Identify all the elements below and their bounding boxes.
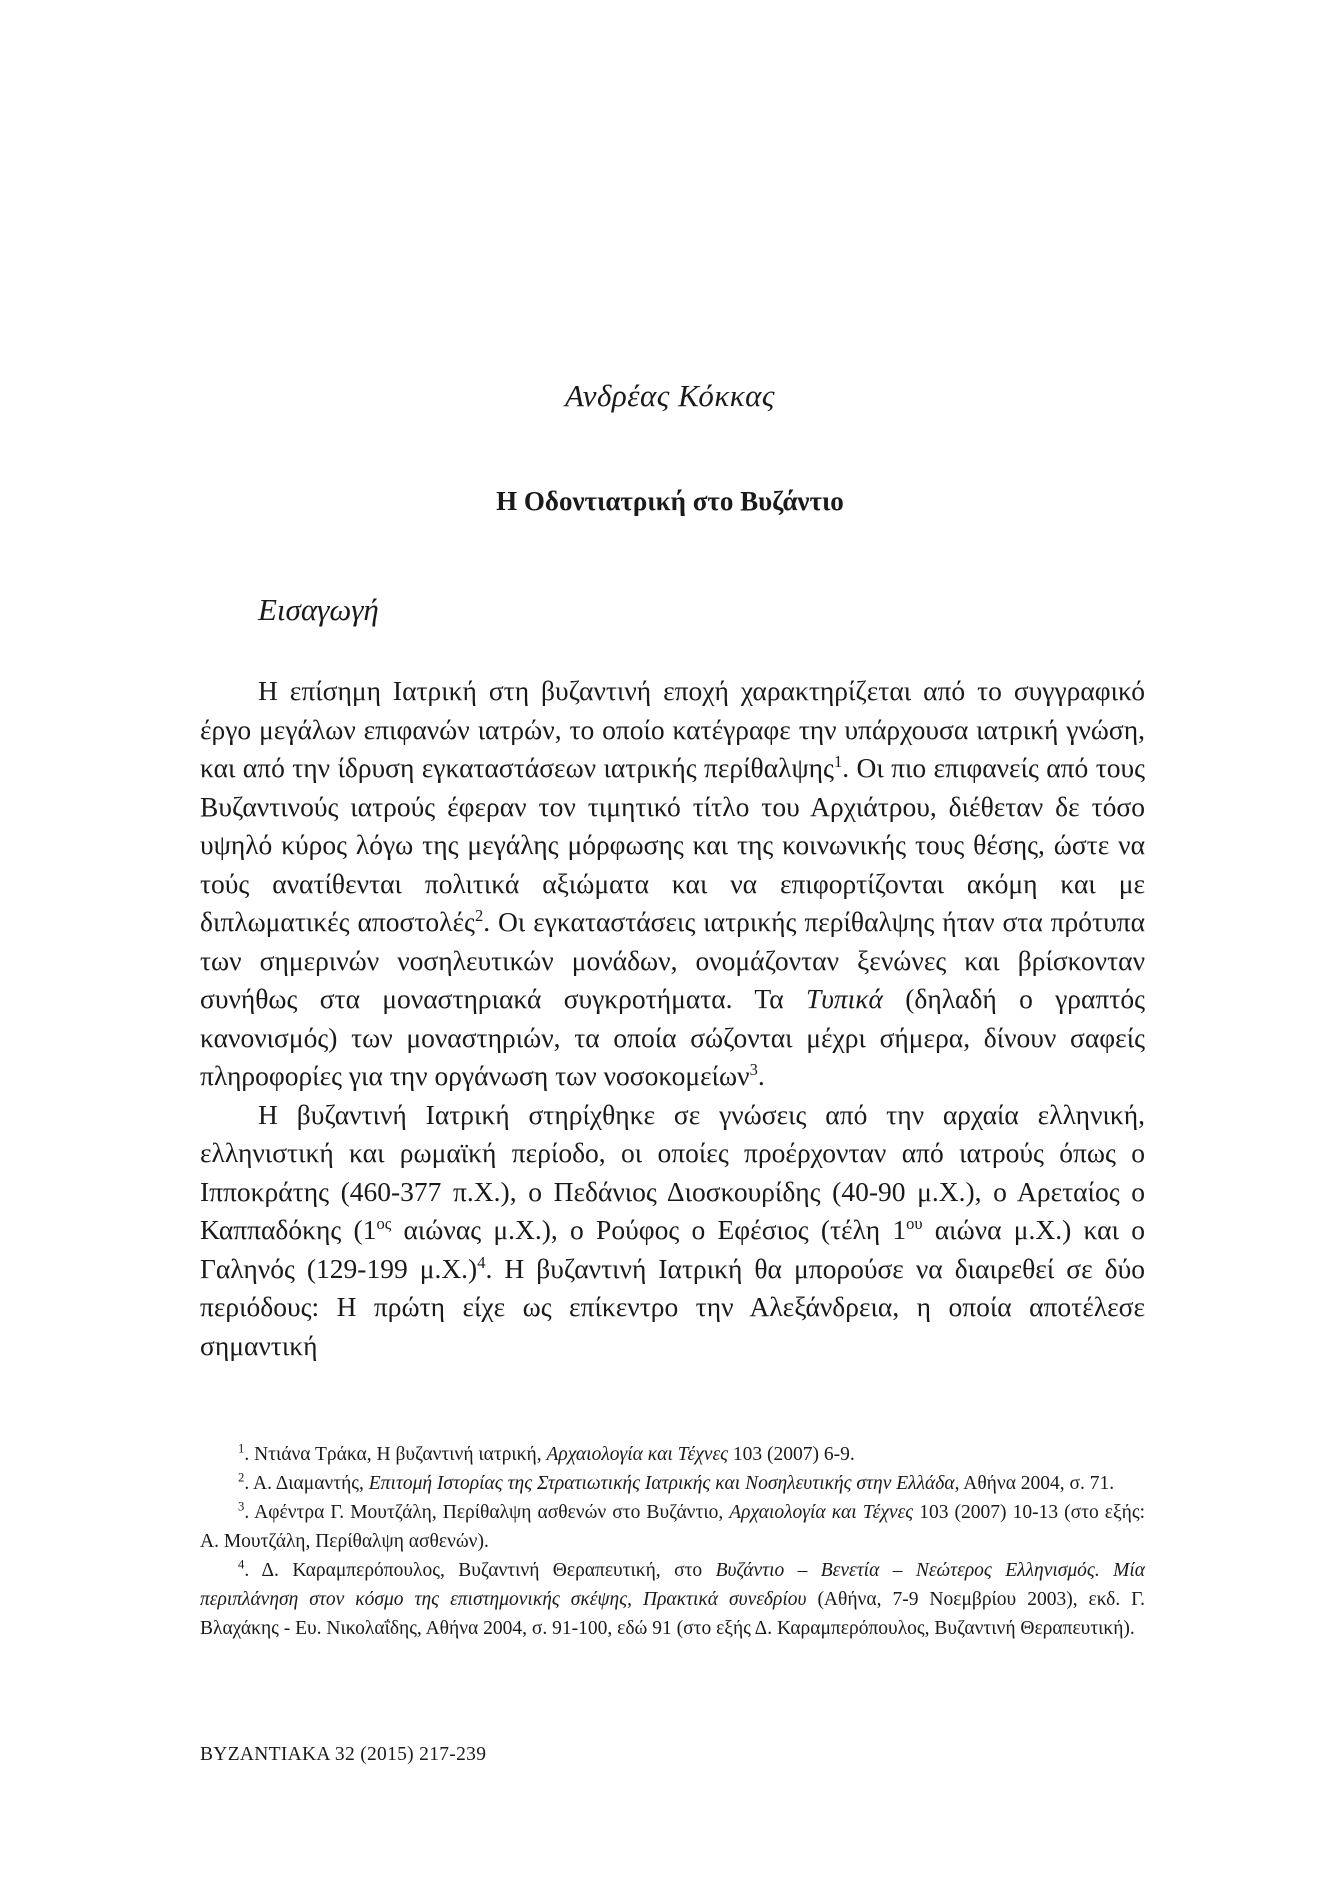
article-title: Η Οδοντιατρική στο Βυζάντιο [496, 486, 844, 516]
ordinal-suffix: ος [376, 1213, 392, 1233]
ordinal-suffix: ου [906, 1213, 923, 1233]
footnote-mark: 2 [238, 1470, 245, 1485]
footnote-mark: 1 [238, 1441, 245, 1456]
section-heading: Εισαγωγή [258, 592, 379, 627]
article-body [200, 672, 1145, 1365]
author-name: Ανδρέας Κόκκας [565, 378, 775, 413]
footnote-mark: 3 [238, 1499, 245, 1514]
footnote-3: $^3$. Αφέντρα Γ. Μουτζάλη, Περίθαλψη ασθενών στο Βυζάντιο, Αρχαιολογία και Τέχνες 103 (2007) 10-13 (στο εξής: Α. Μουτζάλη, Περίθαλψη ασθενών). [200, 1499, 1145, 1552]
footnote-mark: 4 [238, 1557, 245, 1572]
paragraph-1: Η επίσημη Ιατρική στη βυζαντινή εποχή χαρακτηρίζεται από το συγγραφικό έργο μεγάλων επιφανών ιατρών, το οποίο κατέγραφε την υπάρχουσα ιατρική γνώση, και από την ίδρυση εγκαταστάσεων ιατρικής περίθαλψης$^1$. Οι πιο επιφανείς από τους Βυζαντινούς ιατρούς έφεραν τον τιμητικό τίτλο του Αρχιάτρου, διέθεταν δε τόσο υψηλό κύρος λόγω της μεγάλης μόρφωσης και της κοινωνικής τους θέσης, ώστε να τούς ανατίθενται πολιτικά αξιώματα και να επιφορτίζονται ακόμη και με διπλωματικές αποστολές$^2$. Οι εγκαταστάσεις ιατρικής περίθαλψης ήταν στα πρότυπα των σημερινών νοσηλευτικών μονάδων, ονομάζονταν ξενώνες και βρίσκονταν συνήθως στα μοναστηριακά συγκροτήματα. Τα Τυπικά (δηλαδή ο γραπτός κανονισμός) των μοναστηριών, τα οποία σώζονται μέχρι σήμερα, δίνουν σαφείς πληροφορίες για την οργάνωση των νοσοκομείων$^3$. [200, 675, 1145, 1091]
footnote-1: $^1$. Ντιάνα Τράκα, Η βυζαντινή ιατρική, Αρχαιολογία και Τέχνες 103 (2007) 6-9. [238, 1441, 855, 1465]
footnote-ref-4[interactable]: 4 [477, 1252, 486, 1272]
footnote-4: $^4$. Δ. Καραμπερόπουλος, Βυζαντινή Θεραπευτική, στο Βυζάντιο – Βενετία – Νεώτερος Ελληνισμός. Μία περιπλάνηση στον κόσμο της επιστημονικής σκέψης, Πρακτικά συνεδρίου (Αθήνα, 7-9 Νοεμβρίου 2003), εκδ. Γ. Βλαχάκης - Ευ. Νικολαΐδης, Αθήνα 2004, σ. 91-100, εδώ 91 (στο εξής Δ. Καραμπερόπουλος, Βυζαντινή Θεραπευτική). [200, 1557, 1145, 1639]
footnote-ref-1[interactable]: 1 [833, 751, 843, 771]
footnote-2: $^2$. Α. Διαμαντής, Επιτομή Ιστορίας της Στρατιωτικής Ιατρικής και Νοσηλευτικής στην Ελλάδα, Αθήνα 2004, σ. 71. [238, 1470, 1115, 1494]
footnote-ref-2[interactable]: 2 [474, 905, 484, 925]
paragraph-2: Η βυζαντινή Ιατρική στηρίχθηκε σε γνώσεις από την αρχαία ελληνική, ελληνιστική και ρωμαϊκή περίοδο, οι οποίες προέρχονταν από ιατρούς όπως ο Ιπποκράτης (460-377 π.Χ.), ο Πεδάνιος Διοσκουρίδης (40-90 μ.Χ.), ο Αρεταίος ο Καππαδόκης ($1^{o\varsigma}$ αιώνας μ.Χ.), ο Ρούφος ο Εφέσιος (τέλη $1^{o\upsilon}$ αιώνα μ.Χ.) και ο Γαληνός (129-199 μ.Χ.)$^4$. Η βυζαντινή Ιατρική θα μπορούσε να διαιρεθεί σε δύο περιόδους: Η πρώτη είχε ως επίκεντρο την Αλεξάνδρεια, η οποία αποτέλεσε σημαντική [200, 1098, 1145, 1361]
journal-citation: ΒΥΖΑΝΤΙΑΚΑ 32 (2015) 217-239 [200, 1744, 487, 1765]
footnote-ref-3[interactable]: 3 [749, 1059, 758, 1079]
footnotes [200, 1440, 1145, 1643]
emphasis-typika: Τυπικά [805, 983, 883, 1014]
